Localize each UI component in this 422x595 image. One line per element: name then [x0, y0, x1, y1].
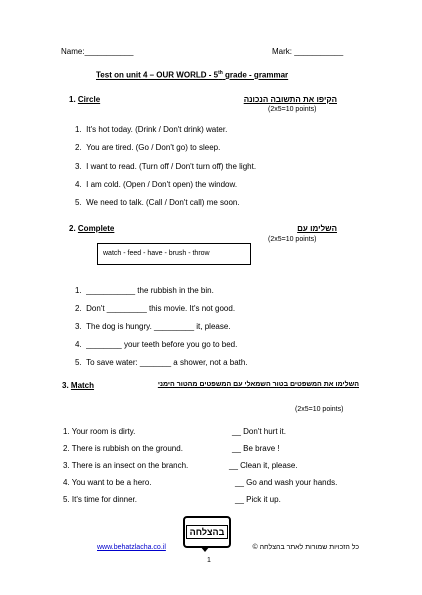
section1-item [75, 180, 237, 189]
match-right-item: __ Pick it up. [235, 495, 281, 504]
match-left-item: 1. Your room is dirty. [63, 427, 136, 436]
item-number: 1. [75, 125, 82, 134]
section3-points: (2x5=10 points) [295, 406, 344, 413]
item-number: 2. [75, 143, 82, 152]
item-number: 2. [75, 304, 82, 313]
item-text: ___________ the rubbish in the bin. [86, 286, 214, 295]
page-number: 1 [207, 557, 211, 564]
item-text: Don't _________ this movie. It's not good. [86, 304, 236, 313]
section1-item [75, 125, 227, 134]
logo-speech-tail [200, 546, 210, 552]
section2-title: Complete [77, 224, 115, 233]
item-text: To save water: _______ a shower, not a bath. [86, 358, 248, 367]
test-title [96, 70, 288, 80]
item-text: I want to read. (Turn off / Don't turn off) the light. [86, 162, 257, 171]
match-right-item: __ Clean it, please. [229, 461, 298, 470]
section1-item [75, 162, 256, 171]
section3-number: 3. [62, 381, 69, 390]
section3-heading [62, 381, 94, 390]
section1-heading [69, 95, 100, 104]
item-text: It's hot today. (Drink / Don't drink) water. [86, 125, 228, 134]
match-left-item: 2. There is rubbish on the ground. [63, 444, 183, 453]
match-left-item: 5. It's time for dinner. [63, 495, 138, 504]
match-right-item: __ Go and wash your hands. [235, 478, 338, 487]
test-title-rest: grade - grammar [222, 70, 289, 80]
match-right-item: __ Don't hurt it. [232, 427, 286, 436]
item-number: 4. [75, 180, 82, 189]
section2-item [75, 322, 231, 331]
item-text: ________ your teeth before you go to bed. [86, 340, 238, 349]
section2-item [75, 304, 235, 313]
name-field-label: Name:___________ [61, 47, 134, 56]
section1-hebrew-instruction: הקיפו את התשובה הנכונה [243, 95, 337, 104]
section2-number: 2. [69, 224, 76, 233]
match-right-item: __ Be brave ! [232, 444, 280, 453]
section2-item [75, 340, 237, 349]
section2-item [75, 358, 248, 367]
section2-item [75, 286, 214, 295]
section2-hebrew-instruction: השלימו עם [297, 224, 337, 233]
item-number: 5. [75, 358, 82, 367]
word-bank-box: watch - feed - have - brush - throw [97, 243, 251, 265]
item-text: We need to talk. (Call / Don't call) me soon. [86, 198, 240, 207]
item-number: 3. [75, 322, 82, 331]
website-link[interactable]: www.behatzlacha.co.il [97, 544, 166, 551]
section1-points: (2x5=10 points) [268, 106, 317, 113]
item-number: 1. [75, 286, 82, 295]
section2-heading [69, 224, 114, 233]
section3-hebrew-instruction: השלימו את המשפטים בטור השמאלי עם המשפטים מהטור הימני [157, 381, 359, 388]
test-title-superscript: th [218, 70, 223, 76]
logo-text: בהצלחה [186, 525, 229, 539]
section2-points: (2x5=10 points) [268, 236, 317, 243]
item-text: I am cold. (Open / Don't open) the window. [86, 180, 238, 189]
match-left-item: 3. There is an insect on the branch. [63, 461, 189, 470]
section1-number: 1. [69, 95, 76, 104]
section3-title: Match [70, 381, 95, 390]
behatzlacha-logo [183, 516, 231, 548]
section1-item [75, 143, 220, 152]
item-number: 5. [75, 198, 82, 207]
test-title-main: Test on unit 4 – OUR WORLD - 5 [96, 70, 219, 80]
match-left-item: 4. You want to be a hero. [63, 478, 152, 487]
section1-item [75, 198, 240, 207]
copyright-notice: כל הזכויות שמורות לאתר בהצלחה © [252, 544, 359, 551]
item-number: 4. [75, 340, 82, 349]
item-text: The dog is hungry. _________ it, please. [86, 322, 231, 331]
mark-field-label: Mark: ___________ [272, 47, 344, 56]
item-number: 3. [75, 162, 82, 171]
section1-title: Circle [77, 95, 101, 104]
item-text: You are tired. (Go / Don't go) to sleep. [86, 143, 221, 152]
